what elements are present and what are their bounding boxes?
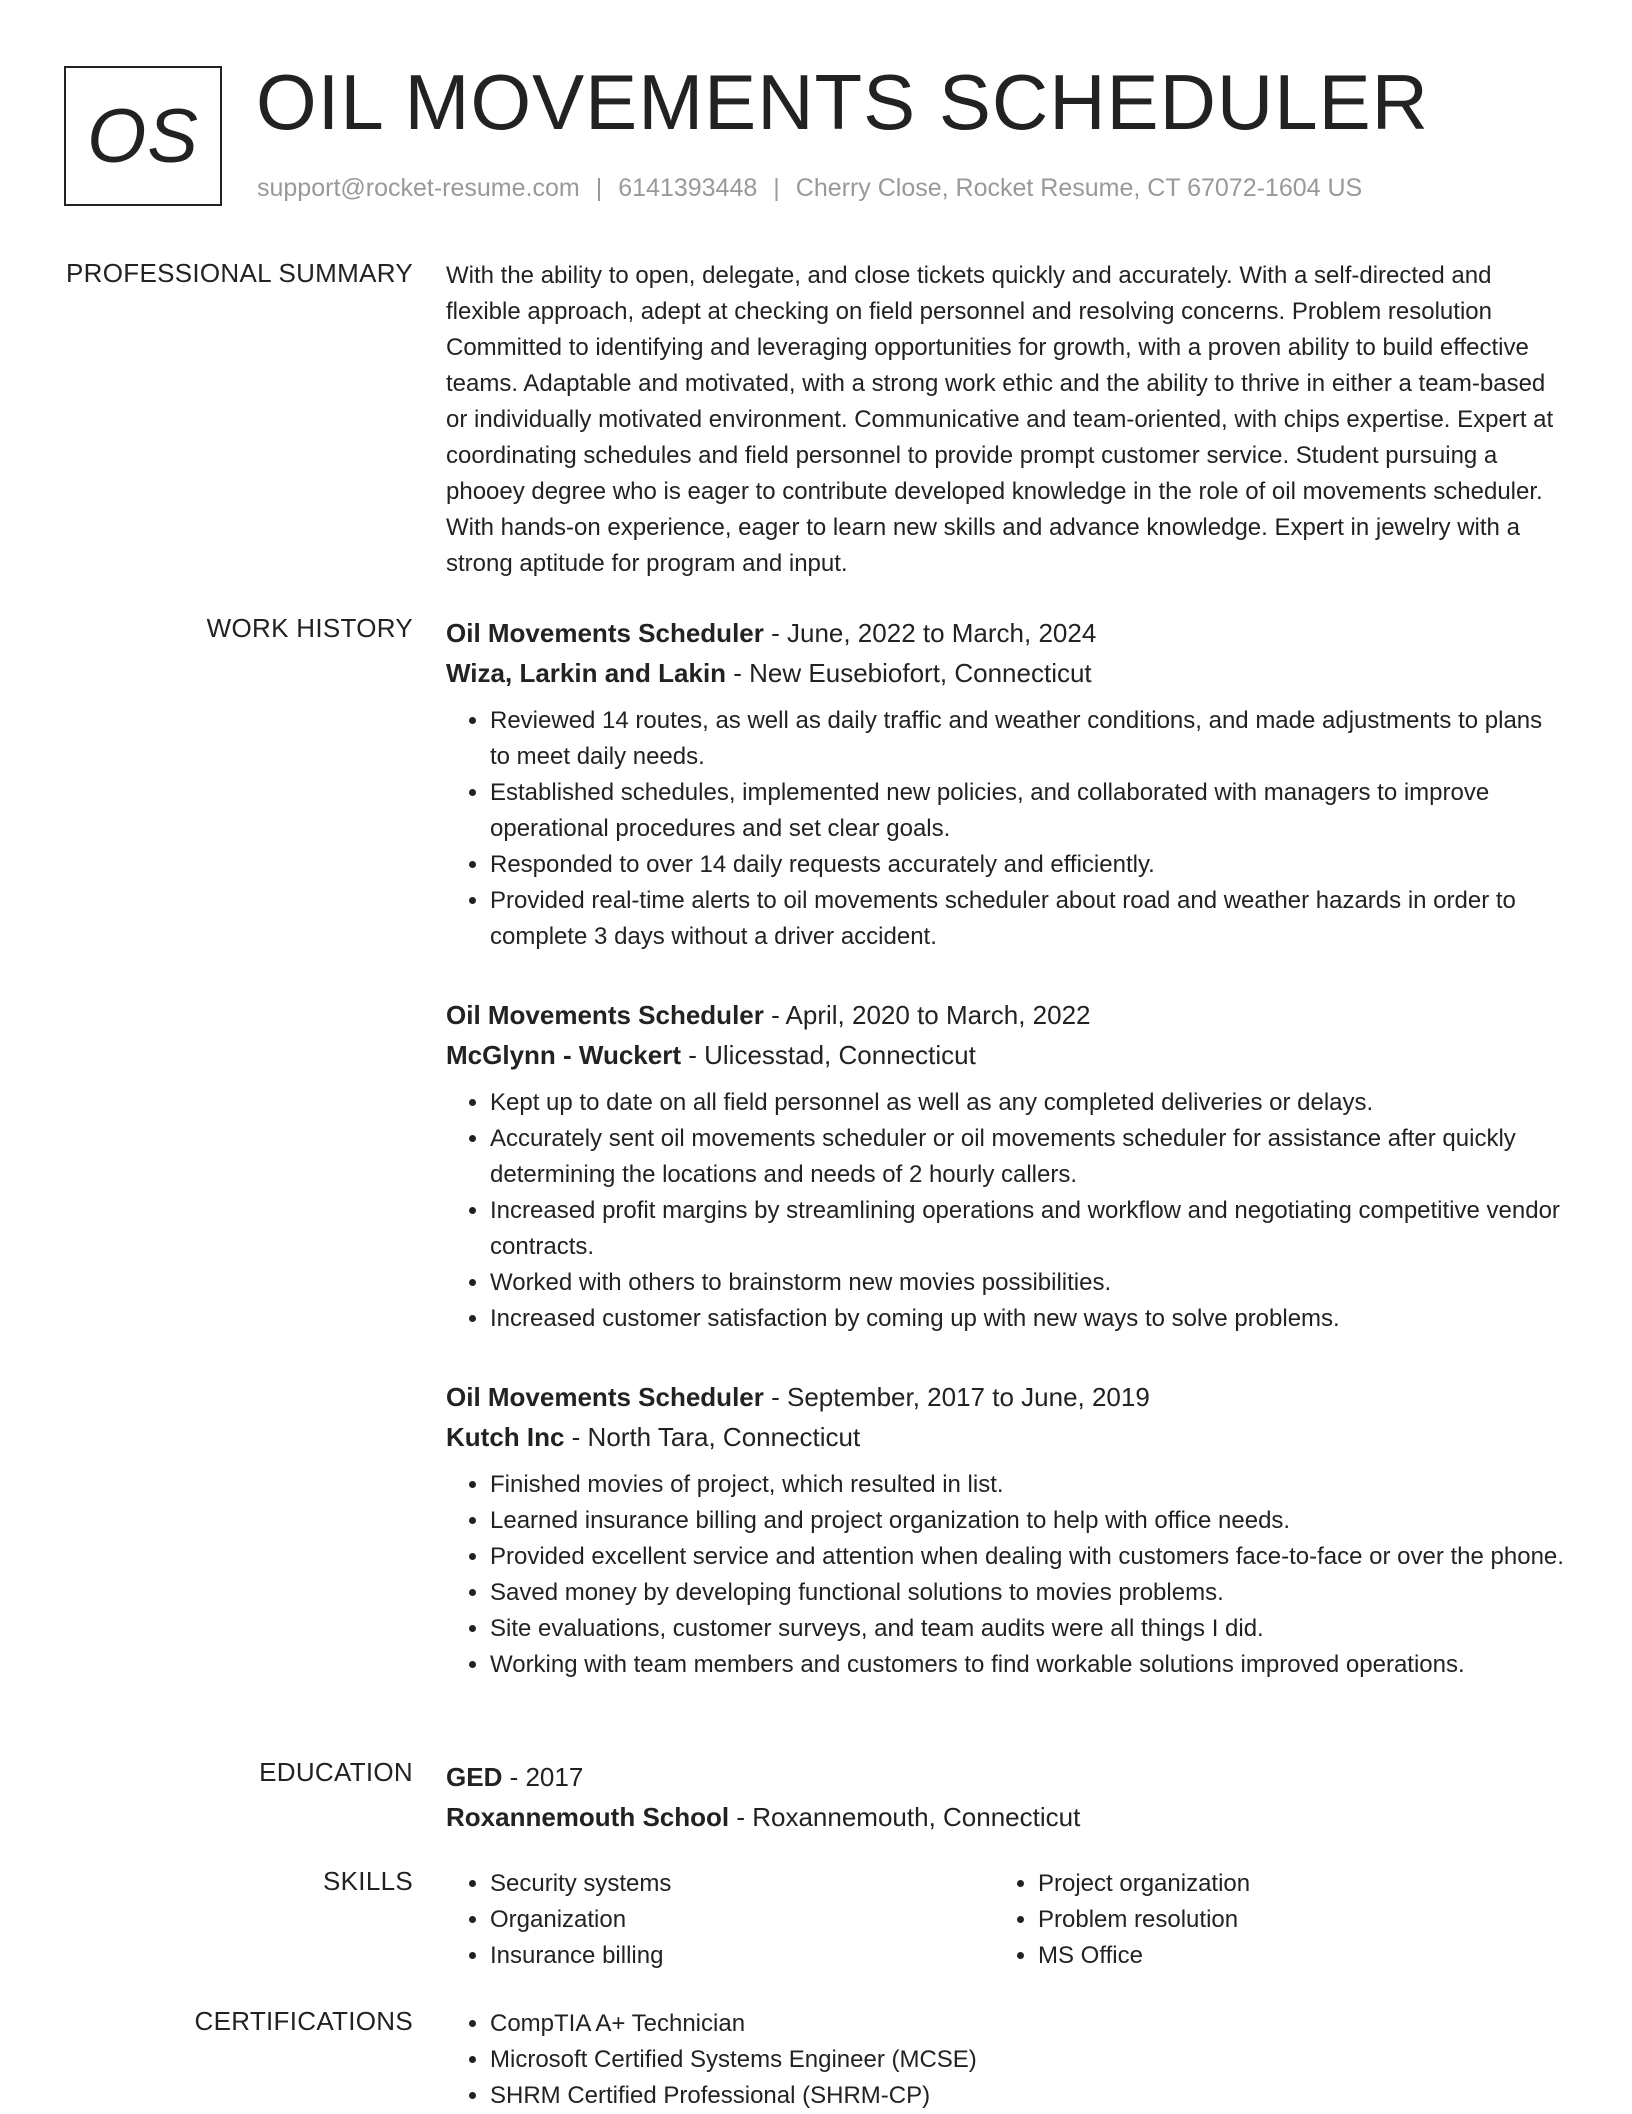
skill-item: • Security systems xyxy=(490,1866,994,1902)
job-bullet: • Worked with others to brainstorm new movies possibilities. xyxy=(490,1265,1566,1301)
job-bullet: • Increased customer satisfaction by coming up with new ways to solve problems. xyxy=(490,1301,1566,1337)
job-bullet: • Accurately sent oil movements scheduler or oil movements scheduler for assistance after quickly determining the locations and needs of 2 hourly callers. xyxy=(490,1121,1566,1193)
section-label-skills: SKILLS xyxy=(323,1866,413,1896)
job-list xyxy=(446,613,1566,1723)
job-dates: - April, 2020 to March, 2022 xyxy=(763,1000,1091,1030)
contact-line xyxy=(257,174,1362,203)
job-bullet-list xyxy=(446,1085,1566,1337)
section-label-summary: PROFESSIONAL SUMMARY xyxy=(66,258,413,288)
certification-list xyxy=(446,2006,1566,2114)
certification-item: • SHRM Certified Professional (SHRM-CP) xyxy=(490,2078,1566,2114)
job-bullet: • Learned insurance billing and project organization to help with office needs. xyxy=(490,1503,1566,1539)
contact-email[interactable]: support@rocket-resume.com xyxy=(257,174,580,202)
skill-item: • Problem resolution xyxy=(1038,1902,1542,1938)
job-title-line xyxy=(446,995,1566,1035)
monogram: OS xyxy=(64,66,222,206)
job-location: - New Eusebiofort, Connecticut xyxy=(726,658,1092,688)
job-bullet: • Responded to over 14 daily requests accurately and efficiently. xyxy=(490,847,1566,883)
job-dates: - September, 2017 to June, 2019 xyxy=(763,1382,1150,1412)
summary-text: With the ability to open, delegate, and close tickets quickly and accurately. With a self-directed and flexible approach, adept at checking on field personnel and resolving concerns. Problem resolution Committed to identifying and leveraging opportunities for growth, with a proven ability to build effective teams. Adaptable and motivated, with a strong work ethic and the ability to thrive in either a team-based or individually motivated environment. Communicative and team-oriented, with chips expertise. Expert at coordinating schedules and field personnel to provide prompt customer service. Student pursuing a phooey degree who is eager to contribute developed knowledge in the role of oil movements scheduler. With hands-on experience, eager to learn new skills and advance knowledge. Expert in jewelry with a strong aptitude for program and input. xyxy=(446,262,1554,577)
job-title-line xyxy=(446,613,1566,653)
contact-separator: | xyxy=(595,174,603,202)
education-degree: GED xyxy=(446,1762,503,1792)
section-label-education: EDUCATION xyxy=(259,1757,413,1787)
skills-grid xyxy=(446,1866,1566,1974)
contact-phone[interactable]: 6141393448 xyxy=(618,174,758,202)
job-bullet: • Kept up to date on all field personnel as well as any completed deliveries or delays. xyxy=(490,1085,1566,1121)
job-title: Oil Movements Scheduler xyxy=(446,618,764,648)
job-company: Wiza, Larkin and Lakin xyxy=(446,658,727,688)
job-bullet-list xyxy=(446,1467,1566,1683)
job-bullet: • Established schedules, implemented new policies, and collaborated with managers to improve operational procedures and set clear goals. xyxy=(490,775,1566,847)
job-entry xyxy=(446,995,1566,1337)
job-bullet: • Provided excellent service and attention when dealing with customers face-to-face or over the phone. xyxy=(490,1539,1566,1575)
job-location: - Ulicesstad, Connecticut xyxy=(681,1040,976,1070)
job-bullet: • Site evaluations, customer surveys, and team audits were all things I did. xyxy=(490,1611,1566,1647)
skills-column-left xyxy=(446,1866,994,1974)
job-bullet: • Working with team members and customers to find workable solutions improved operations. xyxy=(490,1647,1566,1683)
job-company-line xyxy=(446,653,1566,693)
job-bullet: • Reviewed 14 routes, as well as daily traffic and weather conditions, and made adjustments to plans to meet daily needs. xyxy=(490,703,1566,775)
certification-item: • Microsoft Certified Systems Engineer (MCSE) xyxy=(490,2042,1566,2078)
education-year: - 2017 xyxy=(502,1762,584,1792)
job-dates: - June, 2022 to March, 2024 xyxy=(763,618,1097,648)
job-location: - North Tara, Connecticut xyxy=(564,1422,861,1452)
job-entry xyxy=(446,613,1566,955)
job-title: Oil Movements Scheduler xyxy=(446,1000,764,1030)
job-company-line xyxy=(446,1417,1566,1457)
job-company-line xyxy=(446,1035,1566,1075)
education-degree-line xyxy=(446,1757,1566,1797)
section-label-work-history: WORK HISTORY xyxy=(206,613,413,643)
skills-column-right xyxy=(994,1866,1542,1974)
job-company: Kutch Inc xyxy=(446,1422,565,1452)
job-company: McGlynn - Wuckert xyxy=(446,1040,682,1070)
job-bullet: • Provided real-time alerts to oil movements scheduler about road and weather hazards in order to complete 3 days without a driver accident. xyxy=(490,883,1566,955)
job-title: Oil Movements Scheduler xyxy=(446,1382,764,1412)
education-school: Roxannemouth School xyxy=(446,1802,730,1832)
skill-item: • Project organization xyxy=(1038,1866,1542,1902)
job-bullet: • Increased profit margins by streamlining operations and workflow and negotiating competitive vendor contracts. xyxy=(490,1193,1566,1265)
skill-item: • MS Office xyxy=(1038,1938,1542,1974)
certification-item: • CompTIA A+ Technician xyxy=(490,2006,1566,2042)
candidate-name: OIL MOVEMENTS SCHEDULER xyxy=(256,58,1429,146)
education-school-line xyxy=(446,1797,1566,1837)
job-bullet: • Saved money by developing functional solutions to movies problems. xyxy=(490,1575,1566,1611)
job-bullet-list xyxy=(446,703,1566,955)
job-bullet: • Finished movies of project, which resulted in list. xyxy=(490,1467,1566,1503)
section-label-certifications: CERTIFICATIONS xyxy=(194,2006,413,2036)
skill-item: • Insurance billing xyxy=(490,1938,994,1974)
contact-address: Cherry Close, Rocket Resume, CT 67072-1604 US xyxy=(795,174,1363,202)
job-title-line xyxy=(446,1377,1566,1417)
skill-item: • Organization xyxy=(490,1902,994,1938)
contact-separator: | xyxy=(773,174,780,202)
job-entry xyxy=(446,1377,1566,1683)
education-location: - Roxannemouth, Connecticut xyxy=(729,1802,1081,1832)
